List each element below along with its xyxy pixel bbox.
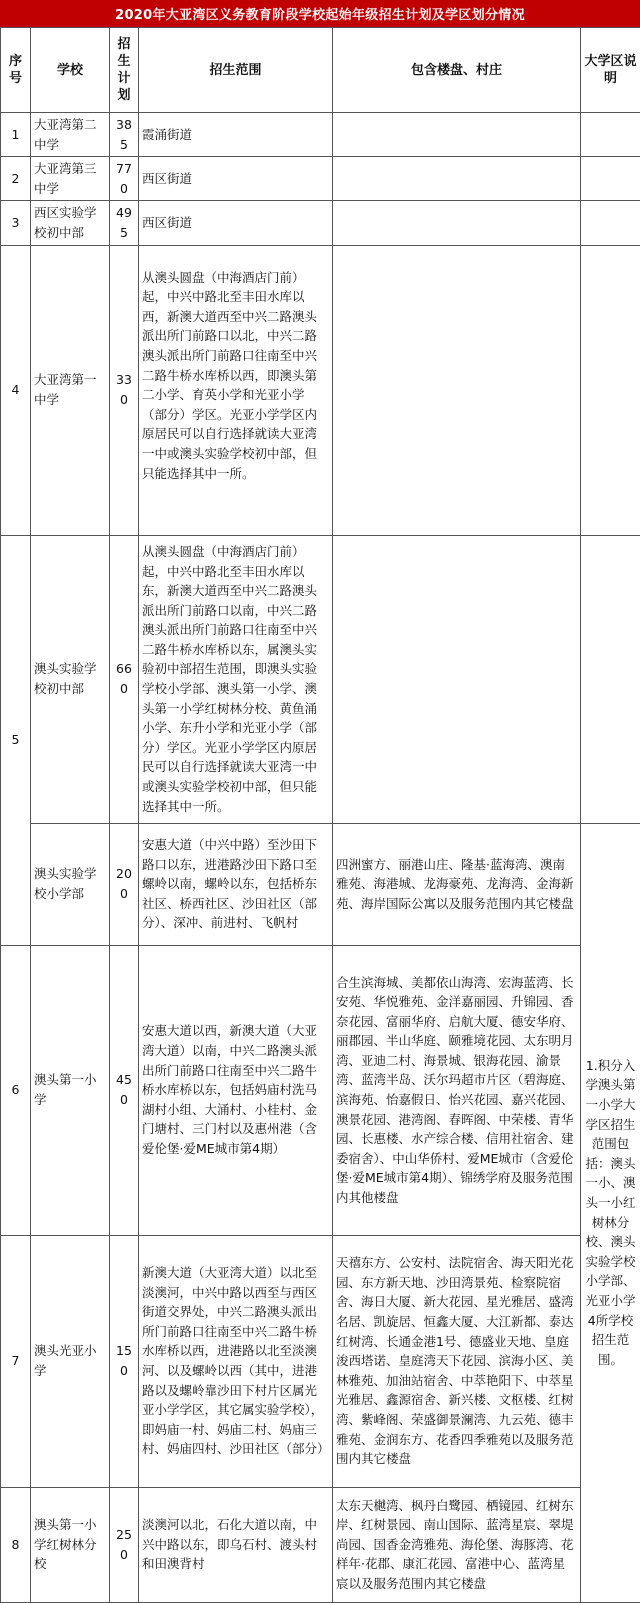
row-plan: 770 [110, 157, 139, 201]
table-row [1, 157, 640, 201]
row-range: 从澳头圆盘（中海酒店门前）起，中兴中路北至丰田水库以西，新澳大道西至中兴二路澳头派出所门前路口以北，中兴二路澳头派出所门前路口往南至中兴二路牛桥水库桥以西，即澳头第二小学、育英小学和光亚小学（部分）学区。光亚小学学区内原居民可以自行选择就读大亚湾一中或澳头实验学校初中部，但只能选择其中一所。 [139, 245, 333, 535]
row-seq: 2 [1, 157, 31, 201]
header-district: 大学区说明 [581, 28, 640, 113]
row-estates [333, 245, 581, 535]
table-row [1, 113, 640, 157]
row-range: 新澳大道（大亚湾大道）以北至淡澳河，中兴中路以西至与西区街道交界处，中兴二路澳头派出所门前路口往南至中兴二路牛桥水库桥以西，进港路以北至淡澳河、以及螺岭以西（其中，进港路以及螺岭靠沙田下村片区属光亚小学学区，其它属实验学校），即妈庙一村、妈庙二村、妈庙三村、妈庙四村、沙田社区（部分） [139, 1235, 333, 1487]
page-title: 2020年大亚湾区义务教育阶段学校起始年级招生计划及学区划分情况 [0, 0, 640, 27]
row-range: 从澳头圆盘（中海酒店门前）起，中兴中路北至丰田水库以东，新澳大道西至中兴二路澳头派出所门前路口以南，中兴二路澳头派出所门前路口往南至中兴二路牛桥水库桥以东，属澳头实验初中部招生范围，即澳头实验学校小学部、澳头第一小学、澳头第一小学红树林分校、黄鱼涌小学、东升小学和光亚小学（部分）学区。光亚小学学区内原居民可以自行选择就读大亚湾一中或澳头实验学校初中部，但只能选择其中一所。 [139, 535, 333, 823]
row-seq: 8 [1, 1487, 31, 1602]
row-plan: 250 [110, 1487, 139, 1602]
row-plan: 660 [110, 535, 139, 823]
header-plan: 招生计划 [110, 28, 139, 113]
table-row [1, 201, 640, 245]
row-estates [333, 113, 581, 157]
table-row [1, 535, 640, 823]
header-school: 学校 [31, 28, 110, 113]
row-plan: 200 [110, 823, 139, 945]
row-seq: 7 [1, 1235, 31, 1487]
row-plan: 495 [110, 201, 139, 245]
row-school: 大亚湾第二中学 [31, 113, 110, 157]
row-district [581, 535, 640, 823]
row-district [581, 157, 640, 201]
row-school: 澳头第一小学红树林分校 [31, 1487, 110, 1602]
row-range: 西区街道 [139, 157, 333, 201]
row-range: 霞涌街道 [139, 113, 333, 157]
table-row [1, 945, 640, 1235]
row-estates: 合生滨海城、美都依山海湾、宏海蓝湾、长安苑、华悦雅苑、金洋嘉丽园、升锦园、香奈花园、富丽华府、启航大厦、德安华府、丽郡园、半山华庭、颐雅境花园、太东明月湾、亚迪二村、海景城、银海花园、渝景湾、蓝湾半岛、沃尔玛超市片区（碧海庭、滨海苑、怡嘉假日、怡兴花园、嘉兴花园、澳景花园、港湾阁、春晖阁、中荣楼、青华园、长惠楼、水产综合楼、信用社宿舍、建委宿舍）、中山华侨村、爱ME城市（含爱伦堡·爱ME城市第4期）、锦绣学府及服务范围内其他楼盘 [333, 945, 581, 1235]
row-school: 澳头实验学校初中部 [31, 535, 110, 823]
row-school: 西区实验学校初中部 [31, 201, 110, 245]
table-row [1, 823, 640, 945]
row-seq: 5 [1, 535, 31, 945]
row-range: 西区街道 [139, 201, 333, 245]
table-row [1, 1487, 640, 1602]
header-seq: 序号 [1, 28, 31, 113]
row-range: 安惠大道以西，新澳大道（大亚湾大道）以南，中兴二路澳头派出所门前路口往南至中兴二路牛桥水库桥以东，包括妈庙村洗马湖村小组、大涌村、小桂村、金门塘村、三门村以及惠州港（含爱伦堡·爱ME城市第4期） [139, 945, 333, 1235]
row-seq: 6 [1, 945, 31, 1235]
row-estates: 太东天樾湾、枫丹白鹭园、栖镜园、红树东岸、红树景园、南山国际、蓝湾星宸、翠堤尚园、国香金湾雅苑、海伦堡、海豚湾、花样年·花郡、康汇花园、富港中心、蓝湾星宸以及服务范围内其它楼盘 [333, 1487, 581, 1602]
row-estates: 四洲蜜方、丽港山庄、隆基·蓝海湾、澳南雅苑、海港城、龙海豪苑、龙海湾、金海新苑、海岸国际公寓以及服务范围内其它楼盘 [333, 823, 581, 945]
row-plan: 150 [110, 1235, 139, 1487]
district-note: 1.积分入学澳头第一小学大学区招生范围包括：澳头一小、澳头一小红树林分校、澳头实验学校小学部、光亚小学4所学校招生范围。 [581, 823, 640, 1602]
row-school: 澳头实验学校小学部 [31, 823, 110, 945]
row-range: 淡澳河以北，石化大道以南，中兴中路以东，即乌石村、渡头村和田澳背村 [139, 1487, 333, 1602]
row-seq: 1 [1, 113, 31, 157]
row-plan: 385 [110, 113, 139, 157]
row-seq: 3 [1, 201, 31, 245]
row-school: 澳头光亚小学 [31, 1235, 110, 1487]
row-school: 大亚湾第一中学 [31, 245, 110, 535]
header-row [1, 28, 640, 113]
header-estates: 包含楼盘、村庄 [333, 28, 581, 113]
enrollment-table [0, 27, 640, 1603]
row-plan: 330 [110, 245, 139, 535]
row-district [581, 245, 640, 535]
row-seq: 4 [1, 245, 31, 535]
row-school: 大亚湾第三中学 [31, 157, 110, 201]
row-estates [333, 535, 581, 823]
row-range: 安惠大道（中兴中路）至沙田下路口以东，进港路沙田下路口至螺岭以南，螺岭以东，包括桥东社区、桥西社区、沙田社区（部分）、深冲、前进村、飞帆村 [139, 823, 333, 945]
table-row [1, 245, 640, 535]
table-row [1, 1235, 640, 1487]
row-plan: 450 [110, 945, 139, 1235]
row-estates [333, 201, 581, 245]
row-estates: 天禧东方、公安村、法院宿舍、海天阳光花园、东方新天地、沙田湾景苑、检察院宿舍、海日大厦、新大花园、星光雅居、盛湾名居、凯旋居、恒鑫大厦、大江新都、泰达红树湾、长通金港1号、德盛业天地、皇庭浚西塔诺、皇庭湾天下花园、滨海小区、美林雅苑、加油站宿舍、中萃艳阳下、中萃星光雅居、鑫源宿舍、新兴楼、文枢楼、红树湾、紫峰阁、荣盛御景澜湾、九云苑、德丰雅苑、金润东方、花香四季雅苑以及服务范围内其它楼盘 [333, 1235, 581, 1487]
header-range: 招生范围 [139, 28, 333, 113]
row-district [581, 201, 640, 245]
row-district [581, 113, 640, 157]
row-school: 澳头第一小学 [31, 945, 110, 1235]
row-estates [333, 157, 581, 201]
